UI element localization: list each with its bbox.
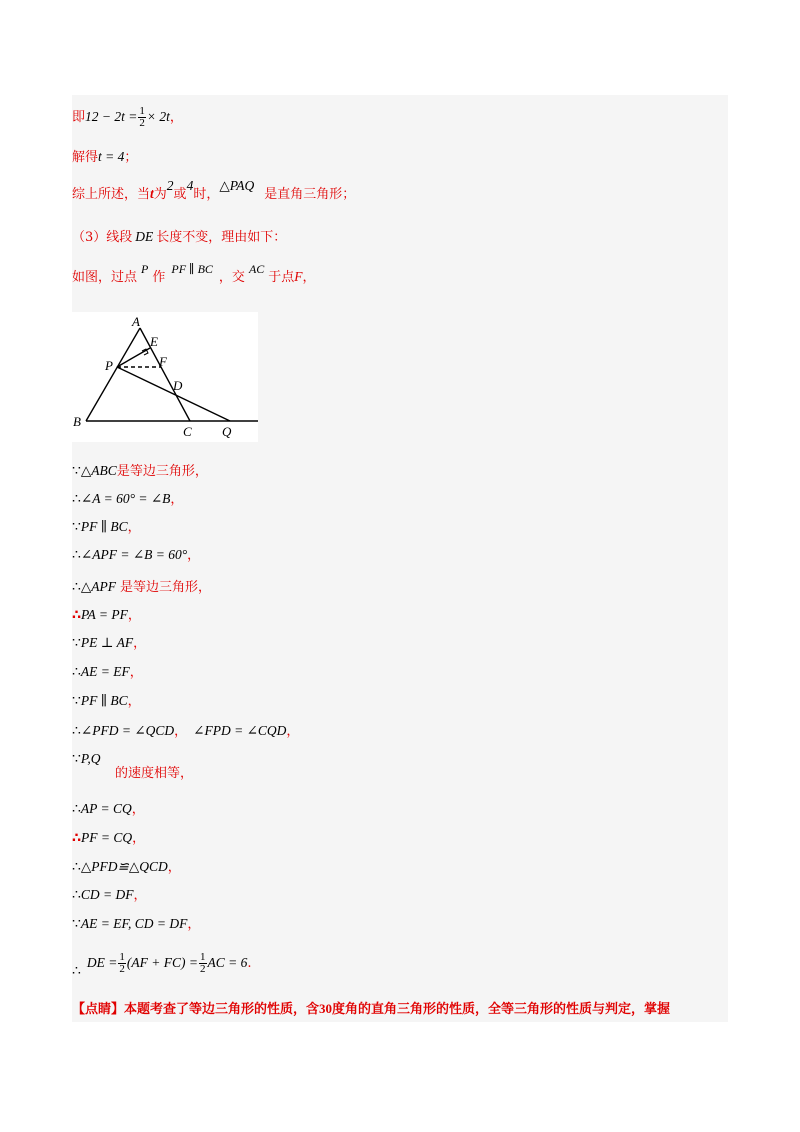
text: 长度不变，理由如下： (156, 230, 287, 245)
segment: AC (248, 262, 265, 276)
formula: △APF (80, 579, 117, 594)
proof-line (72, 722, 299, 741)
construction-text (72, 262, 316, 287)
proof-line (72, 518, 141, 537)
text: （3）线段 (72, 230, 133, 245)
formula: AE = EF (80, 664, 130, 679)
proof-line-final (72, 950, 252, 977)
text: 是等边三角形， (116, 464, 208, 479)
text: ， (174, 724, 188, 739)
text: 是等边三角形， (120, 580, 212, 595)
step-summary (72, 178, 356, 204)
label-c: C (183, 424, 192, 439)
denominator: 2 (119, 963, 125, 975)
text: ， (187, 917, 201, 932)
proof-line (72, 886, 147, 905)
formula: 12 − 2t = (85, 109, 138, 124)
text: 作 (152, 270, 166, 285)
text: 综上所述，当 (72, 187, 151, 202)
text: 为 (153, 187, 167, 202)
figure-background (72, 312, 258, 442)
number: 30 (319, 1001, 333, 1016)
formula: PF ∥ BC (171, 262, 213, 276)
fraction (199, 952, 207, 975)
note-line (72, 1000, 670, 1019)
proof-line (115, 765, 193, 783)
text: ， (167, 860, 181, 875)
because-symbol: ∵ (72, 917, 81, 932)
text: 如图，过点 (72, 270, 138, 285)
formula: AE = EF, CD = DF (80, 916, 188, 931)
formula: △PAQ (219, 178, 255, 193)
segment: DE (135, 229, 154, 244)
text: ， (187, 548, 201, 563)
because-symbol: ∵ (72, 694, 81, 709)
proof-line (72, 915, 200, 934)
proof-line (72, 663, 143, 682)
text: ， (127, 694, 141, 709)
formula: × 2t (146, 109, 170, 124)
text: . (247, 956, 252, 971)
part3-heading (72, 228, 286, 247)
text: 本题考查了等边三角形的性质，含 (124, 1002, 320, 1017)
because-symbol: ∵ (72, 636, 81, 651)
formula: ∠FPD = ∠CQD (193, 723, 287, 738)
label-p: P (105, 358, 113, 373)
formula: PE ⊥ AF (80, 635, 134, 650)
numerator: 1 (200, 951, 206, 963)
proof-line (72, 546, 200, 565)
proof-line (72, 490, 183, 509)
formula: △ABC (80, 463, 117, 478)
label-q: Q (222, 424, 232, 439)
formula: PF ∥ BC (80, 693, 128, 708)
text: ， (127, 608, 141, 623)
text: ， (132, 831, 146, 846)
proof-line (72, 858, 181, 877)
text: ， (133, 888, 147, 903)
proof-line (72, 750, 101, 769)
formula: PF ∥ BC (80, 519, 128, 534)
text: ， (131, 802, 145, 817)
geometry-figure (72, 312, 258, 442)
formula: DE = (86, 955, 118, 970)
fraction (138, 106, 146, 129)
text: ， (133, 636, 147, 651)
text: ， (127, 520, 141, 535)
label-f: F (159, 354, 167, 369)
formula: AC = 6 (207, 955, 248, 970)
because-symbol: ∵ (72, 752, 81, 767)
label-a: A (132, 314, 140, 329)
text: ， (129, 665, 143, 680)
formula: ∠PFD = ∠QCD (80, 723, 175, 738)
proof-line (72, 692, 141, 711)
formula: AP = CQ (80, 801, 132, 816)
therefore-symbol: ∴ (72, 492, 81, 507)
label-e: E (150, 334, 158, 349)
because-symbol: ∵ (72, 464, 81, 479)
formula: ∠APF = ∠B = 60° (80, 547, 188, 562)
formula: PF = CQ (81, 830, 133, 845)
therefore-symbol: ∴ (72, 608, 82, 623)
proof-line (72, 462, 208, 481)
text: 是直角三角形； (264, 187, 356, 202)
text: 即 (72, 110, 86, 125)
text: 度角的直角三角形的性质，全等三角形的性质与判定，掌握 (332, 1002, 671, 1017)
label-b: B (73, 414, 81, 429)
value: 2 (166, 178, 174, 193)
text: ，交 (218, 270, 245, 285)
text: ， (286, 724, 300, 739)
point: F (294, 269, 303, 284)
point: P (141, 262, 149, 276)
therefore-symbol: ∴ (72, 724, 81, 739)
because-symbol: ∵ (72, 520, 81, 535)
therefore-symbol: ∴ (72, 831, 82, 846)
text: ； (124, 150, 138, 165)
denominator: 2 (139, 117, 145, 129)
proof-line (72, 829, 145, 848)
value: 4 (186, 178, 194, 193)
denominator: 2 (200, 963, 206, 975)
text: 于点 (268, 270, 295, 285)
proof-line (72, 634, 146, 653)
proof-line (72, 606, 141, 625)
formula: CD = DF (80, 887, 134, 902)
label-d: D (173, 378, 183, 393)
therefore-symbol: ∴ (72, 964, 81, 979)
therefore-symbol: ∴ (72, 802, 81, 817)
formula: ∠A = 60° = ∠B (80, 491, 171, 506)
text: ， (169, 110, 183, 125)
text: 或 (173, 187, 187, 202)
therefore-symbol: ∴ (72, 665, 81, 680)
text: 时， (193, 187, 220, 202)
formula: t = 4 (98, 149, 125, 164)
numerator: 1 (119, 951, 125, 963)
formula: PA = PF (81, 607, 128, 622)
numerator: 1 (139, 105, 145, 117)
text: ， (302, 270, 316, 285)
text: 的速度相等， (115, 766, 194, 781)
therefore-symbol: ∴ (72, 580, 81, 595)
formula: △PFD≌△QCD (80, 859, 168, 874)
formula: P,Q (80, 751, 101, 766)
formula: (AF + FC) = (126, 955, 198, 970)
proof-line (72, 578, 211, 597)
proof-line (72, 800, 145, 819)
variable: t (150, 186, 154, 201)
therefore-symbol: ∴ (72, 860, 81, 875)
therefore-symbol: ∴ (72, 888, 81, 903)
text: ， (170, 492, 184, 507)
step-equation (72, 106, 183, 129)
fraction (118, 952, 126, 975)
therefore-symbol: ∴ (72, 548, 81, 563)
note-tag: 【点睛】 (72, 1002, 125, 1017)
text: 解得 (72, 150, 99, 165)
step-solution (72, 148, 137, 167)
